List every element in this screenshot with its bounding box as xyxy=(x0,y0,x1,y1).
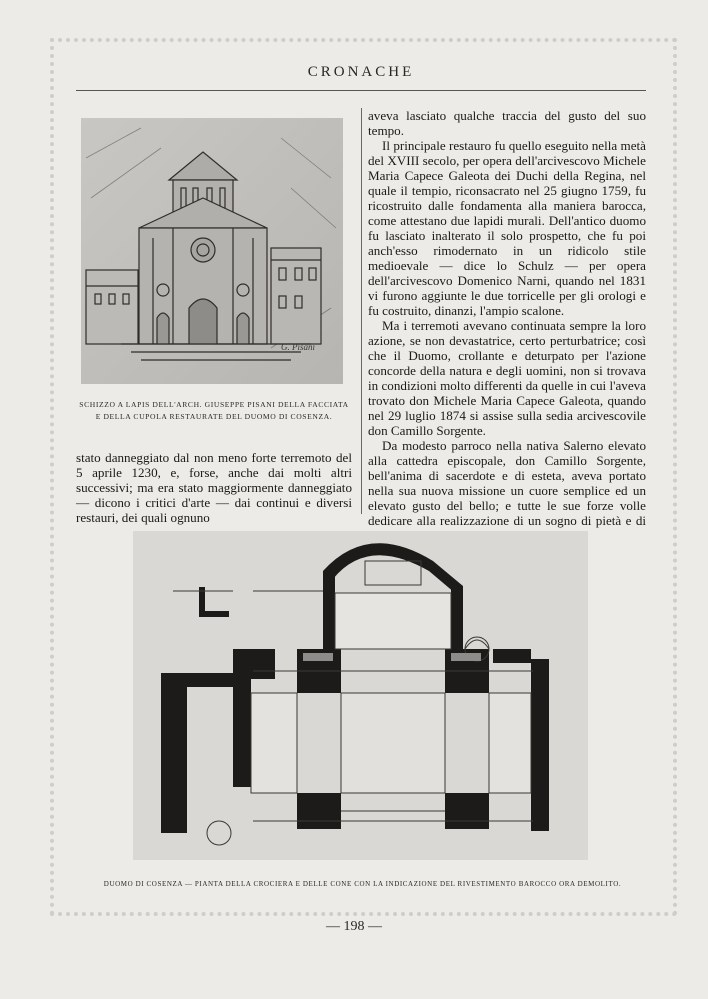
floor-plan-image xyxy=(133,531,588,860)
running-header: CRONACHE xyxy=(307,64,415,80)
left-paragraph: stato danneggiato dal non meno forte terremoto del 5 aprile 1230, e, forse, anche dai molti altri successivi; ma era stato maggiormente danneggiato — dicono i critici d'arte — dai continui e diversi restauri, dei quali ognuno xyxy=(76,450,352,525)
sketch-signature: G. Pisani xyxy=(281,342,316,352)
right-paragraph-1: aveva lasciato qualche traccia del gusto del suo tempo. xyxy=(368,108,646,138)
right-paragraph-3: Ma i terremoti avevano continuata sempre la loro azione, se non devastatrice, certo perturbatrice; così che il Duomo, crollante e deturpato per l'azione concorde della natura e degli uomini, non si trovava in condizioni molto differenti da quelle in cui l'aveva trovato don Michele Maria Capece Galeota, quando nel 29 luglio 1874 si assise sulla sedia arcivescovile don Camillo Sorgente. xyxy=(368,318,646,438)
figure2-caption: DUOMO DI COSENZA — PIANTA DELLA CROCIERA E DELLE CONE CON LA INDICAZIONE DEL RIVESTIMENTO BAROCCO ORA DEMOLITO. xyxy=(103,880,622,888)
facade-sketch-image xyxy=(81,118,343,384)
right-paragraph-4: Da modesto parroco nella nativa Salerno elevato alla cattedra episcopale, don Camillo Sorgente, bell'anima di sacerdote e di esteta, aveva portato nella sua nuova missione un cuore semplice ed un elevato gusto del bello; e tutte le sue forze volle dedicare alla realizzazione di un sogno di pietà e di xyxy=(368,438,646,528)
header-rule xyxy=(76,90,646,91)
figure1-caption-line2: E DELLA CUPOLA RESTAURATE DEL DUOMO DI COSENZA. xyxy=(95,412,333,421)
figure1-caption-line1: SCHIZZO A LAPIS DELL'ARCH. GIUSEPPE PISANI DELLA FACCIATA xyxy=(79,400,349,409)
figure1-caption xyxy=(76,399,352,423)
right-column-text xyxy=(368,108,646,543)
page-number: — 198 — xyxy=(326,919,382,934)
right-paragraph-2: Il principale restauro fu quello eseguito nella metà del XVIII secolo, per opera dell'arcivescovo Michele Maria Capece Galeota dei Duchi della Regina, nel quale il tempio, riconsacrato nel 25 giugno 1759, fu ricostruito dalle fondamenta alla maniera barocca, come attestano due lapidi murali. Dell'antico duomo fu lasciato inalterato il solo prospetto, che fu poi anch'esso rimodernato in un ridicolo stile medioevale — dice lo Schulz — per opera dell'arcivescovo Domenico Narni, quando nel 1831 vi furono aggiunte le due torricelle per gli orologi e fu costruito, dinanzi, l'ampio scalone. xyxy=(368,138,646,318)
left-column-text xyxy=(76,450,352,525)
column-rule xyxy=(361,108,362,514)
